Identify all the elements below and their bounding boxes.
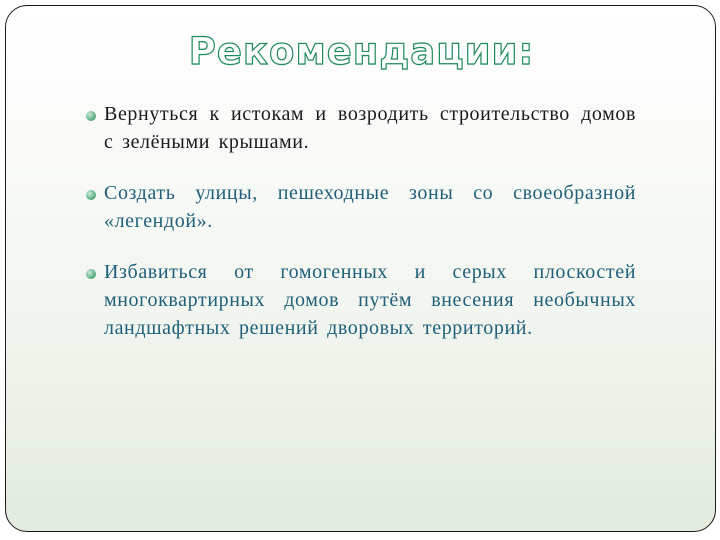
bullet-text: Создать улицы, пешеходные зоны со своеобразной «легендой».	[104, 182, 636, 232]
bullet-item	[86, 179, 636, 235]
bullet-text: Избавиться от гомогенных и серых плоскостей многоквартирных домов путём внесения необычных ландшафтных решений дворовых территорий.	[104, 261, 636, 339]
bullet-list	[86, 100, 636, 365]
slide-frame	[5, 5, 716, 532]
slide-title: Рекомендации:	[188, 30, 535, 73]
bullet-item	[86, 258, 636, 342]
bullet-item	[86, 100, 636, 156]
bullet-dot-icon	[86, 190, 96, 200]
bullet-dot-icon	[86, 111, 96, 121]
bullet-text: Вернуться к истокам и возродить строительство домов с зелёными крышами.	[104, 103, 636, 153]
bullet-dot-icon	[86, 269, 96, 279]
